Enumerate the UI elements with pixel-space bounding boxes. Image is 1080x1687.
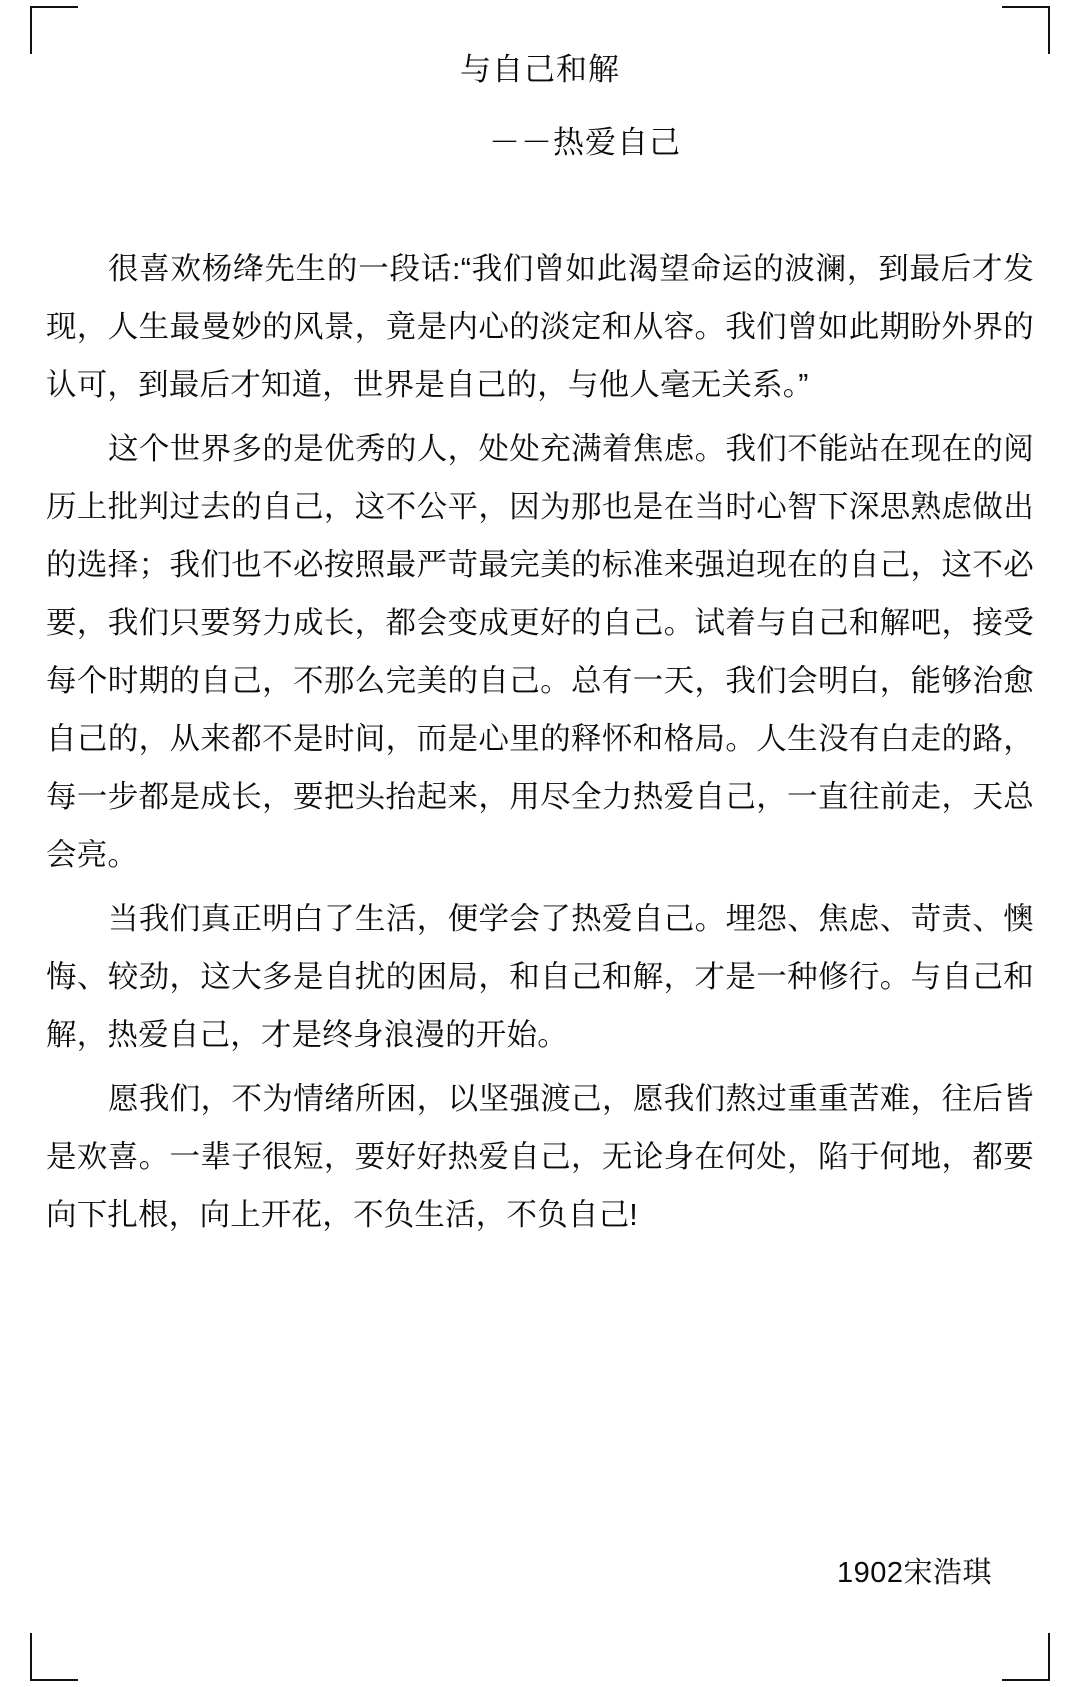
document-title: 与自己和解 — [460, 52, 620, 87]
document-content — [46, 0, 1034, 1687]
author-signature: 1902宋浩琪 — [836, 1557, 992, 1589]
paragraph: 这个世界多的是优秀的人，处处充满着焦虑。我们不能站在现在的阅历上批判过去的自己，这不公平，因为那也是在当时心智下深思熟虑做出的选择；我们也不必按照最严苛最完美的标准来强迫现在的自己，这不必要，我们只要努力成长，都会变成更好的自己。试着与自己和解吧，接受每个时期的自己，不那么完美的自己。总有一天，我们会明白，能够治愈自己的，从来都不是时间，而是心里的释怀和格局。人生没有白走的路，每一步都是成长，要把头抬起来，用尽全力热爱自己，一直往前走，天总会亮。 — [46, 432, 1034, 872]
paragraph: 当我们真正明白了生活，便学会了热爱自己。埋怨、焦虑、苛责、懊悔、较劲，这大多是自扰的困局，和自己和解，才是一种修行。与自己和解，热爱自己，才是终身浪漫的开始。 — [46, 902, 1034, 1052]
document-body — [46, 240, 1034, 1244]
document-subtitle: －－热爱自己 — [489, 125, 681, 160]
paragraph: 很喜欢杨绛先生的一段话:“我们曾如此渴望命运的波澜，到最后才发现，人生最曼妙的风景，竟是内心的淡定和从容。我们曾如此期盼外界的认可，到最后才知道，世界是自己的，与他人毫无关系。” — [46, 252, 1034, 402]
paragraph: 愿我们，不为情绪所困，以坚强渡己，愿我们熬过重重苦难，往后皆是欢喜。一辈子很短，要好好热爱自己，无论身在何处，陷于何地，都要向下扎根，向上开花，不负生活，不负自己! — [46, 1082, 1034, 1232]
